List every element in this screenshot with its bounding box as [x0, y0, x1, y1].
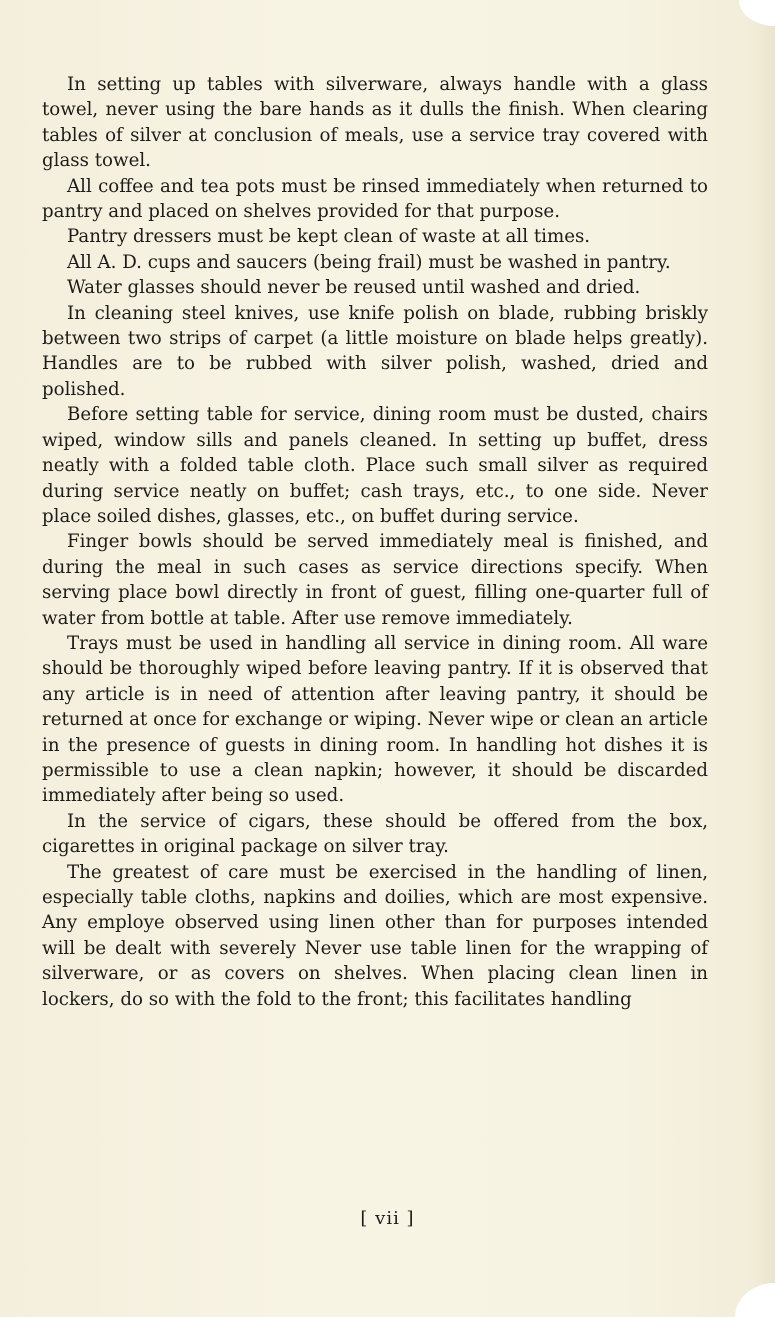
paragraph-linen: The greatest of care must be exercised in the handling of linen, especially table cloths, napkins and doilies, which are most expensive. Any employe observed using linen other than for purposes intended will be dealt with severely Never use table linen for the wrapping of silverware, or as covers on shelves. When placing clean linen in lockers, do so with the fold to the front; this facilitates handling — [42, 861, 708, 1010]
paragraph-ad-cups: All A. D. cups and saucers (being frail) must be washed in pantry. — [67, 251, 671, 273]
paragraph-finger-bowls: Finger bowls should be served immediately meal is finished, and during the meal in such cases as service directions specify. When serving place bowl directly in front of guest, filling one-quarter full of water from bottle at table. After use remove immediately. — [42, 531, 708, 629]
paragraph-coffee-tea-pots: All coffee and tea pots must be rinsed immediately when returned to pantry and placed on shelves provided for that purpose. — [42, 175, 708, 223]
page-edge-shadow — [753, 0, 775, 1317]
paragraph-cigars: In the service of cigars, these should be offered from the box, cigarettes in original package on silver tray. — [42, 810, 708, 858]
paragraph-pantry-dressers: Pantry dressers must be kept clean of waste at all times. — [67, 226, 591, 248]
page-number: [ vii ] — [360, 1208, 415, 1229]
paragraph-trays: Trays must be used in handling all service in dining room. All ware should be thoroughly wiped before leaving pantry. If it is observed that any article is in need of attention after leaving pantry, it should be returned at once for exchange or wiping. Never wipe or clean an article in the presence of guests in dining room. In handling hot dishes it is permissible to use a clean napkin; however, it should be discarded immediately after being so used. — [42, 632, 708, 807]
body-text — [42, 72, 708, 1012]
paragraph-table-setting: Before setting table for service, dining room must be dusted, chairs wiped, window sills and panels cleaned. In setting up buffet, dress neatly with a folded table cloth. Place such small silver as required during service neatly on buffet; cash trays, etc., to one side. Never place soiled dishes, glasses, etc., on buffet during service. — [42, 404, 708, 527]
paragraph-water-glasses: Water glasses should never be reused until washed and dried. — [67, 277, 641, 299]
paragraph-silverware-handling: In setting up tables with silverware, always handle with a glass towel, never using the bare hands as it dulls the finish. When clearing tables of silver at conclusion of meals, use a service tray covered with glass towel. — [42, 74, 708, 172]
page-corner-bottom-right — [735, 1283, 775, 1317]
page-corner-top-right — [739, 0, 775, 26]
paragraph-steel-knives: In cleaning steel knives, use knife polish on blade, rubbing briskly between two strips of carpet (a little moisture on blade helps greatly). Handles are to be rubbed with silver polish, washed, dried and polished. — [42, 302, 708, 400]
